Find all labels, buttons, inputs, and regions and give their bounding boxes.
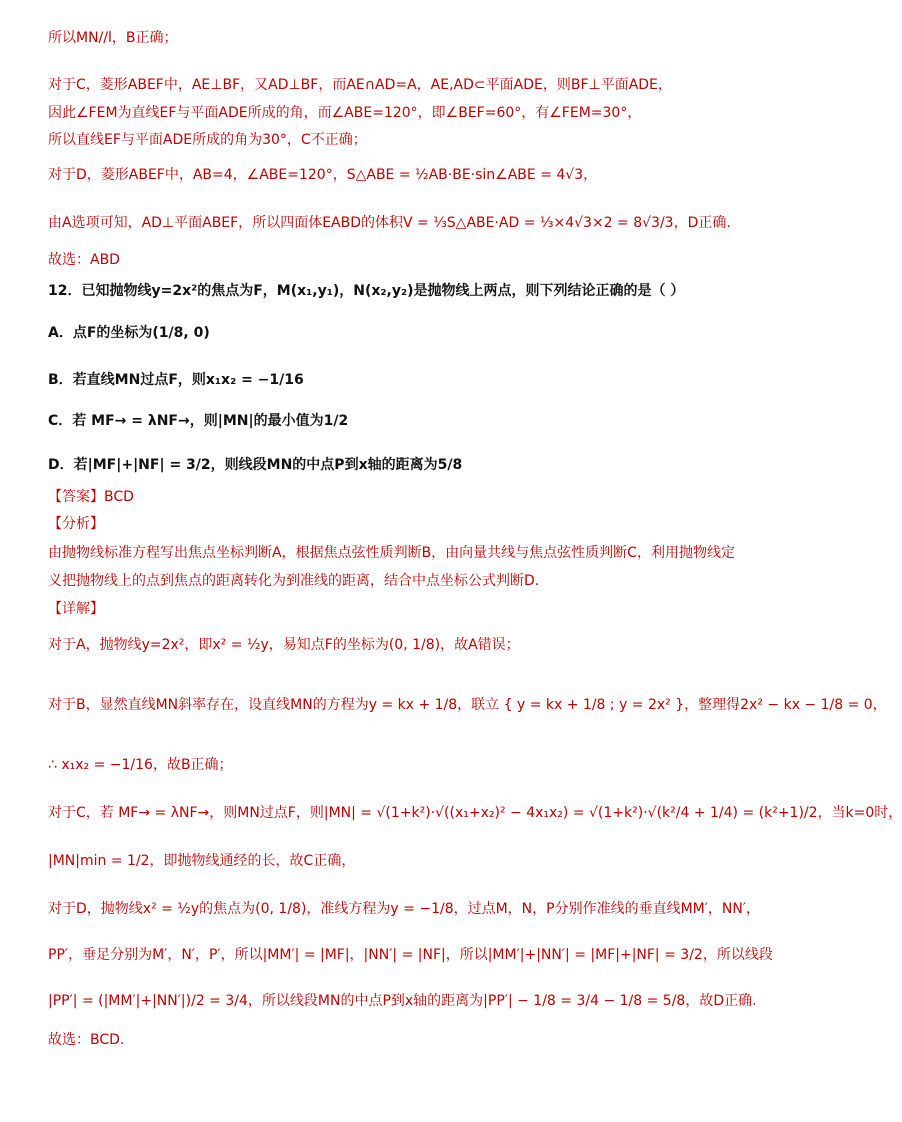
analysis-text: 由抛物线标准方程写出焦点坐标判断A，根据焦点弦性质判断B，由向量共线与焦点弦性质判断C，利用抛物线定: [48, 545, 735, 561]
detail-line: 对于A，抛物线y=2x²，即x² = ½y，易知点F的坐标为(0, 1/8)，故A错误；: [48, 637, 520, 653]
question-stem: 12．已知抛物线y=2x²的焦点为F，M(x₁,y₁)，N(x₂,y₂)是抛物线上两点，则下列结论正确的是（ ）: [48, 283, 685, 299]
solution-line: 所以直线EF与平面ADE所成的角为30°，C不正确；: [48, 132, 367, 148]
answer-line: 故选：ABD: [48, 252, 120, 268]
option-a: A．点F的坐标为(1/8, 0): [48, 325, 210, 341]
final-answer: 故选：BCD.: [48, 1032, 125, 1048]
solution-line: 因此∠FEM为直线EF与平面ADE所成的角，而∠ABE=120°，即∠BEF=60°，有∠FEM=30°，: [48, 105, 642, 121]
solution-line: 由A选项可知，AD⊥平面ABEF，所以四面体EABD的体积V = ⅓S△ABE·AD = ⅓×4√3×2 = 8√3/3，D正确.: [48, 215, 731, 231]
detail-line: |PP′| = (|MM′|+|NN′|)/2 = 3/4，所以线段MN的中点P到x轴的距离为|PP′| − 1/8 = 3/4 − 1/8 = 5/8，故D正确.: [48, 993, 757, 1009]
solution-line: 对于D，菱形ABEF中，AB=4，∠ABE=120°，S△ABE = ½AB·BE·sin∠ABE = 4√3，: [48, 167, 598, 183]
detail-line: PP′，垂足分别为M′，N′，P′，所以|MM′| = |MF|，|NN′| = |NF|，所以|MM′|+|NN′| = |MF|+|NF| = 3/2，所以线段: [48, 947, 773, 963]
detail-line: ∴ x₁x₂ = −1/16，故B正确；: [48, 757, 233, 773]
analysis-text: 义把抛物线上的点到焦点的距离转化为到准线的距离，结合中点坐标公式判断D.: [48, 573, 540, 589]
detail-label: 【详解】: [48, 601, 104, 617]
analysis-label: 【分析】: [48, 516, 104, 532]
option-b: B．若直线MN过点F，则x₁x₂ = −1/16: [48, 372, 304, 388]
solution-line: 对于C，菱形ABEF中，AE⊥BF，又AD⊥BF，而AE∩AD=A，AE,AD⊂平面ADE，则BF⊥平面ADE，: [48, 77, 672, 93]
option-d: D．若|MF|+|NF| = 3/2，则线段MN的中点P到x轴的距离为5/8: [48, 457, 463, 473]
detail-line: 对于B，显然直线MN斜率存在，设直线MN的方程为y = kx + 1/8，联立 { y = kx + 1/8 ; y = 2x² }，整理得2x² − kx − 1/8 = 0，: [48, 697, 887, 713]
detail-line: 对于C，若 MF→ = λNF→，则MN过点F，则|MN| = √(1+k²)·√((x₁+x₂)² − 4x₁x₂) = √(1+k²)·√(k²/4 + 1/4) = (k²+1)/2，当k=0时，: [48, 805, 902, 821]
option-c: C．若 MF→ = λNF→，则|MN|的最小值为1/2: [48, 413, 349, 429]
detail-line: |MN|min = 1/2，即抛物线通经的长，故C正确，: [48, 853, 356, 869]
detail-line: 对于D，抛物线x² = ½y的焦点为(0, 1/8)，准线方程为y = −1/8，过点M，N，P分别作准线的垂直线MM′，NN′，: [48, 901, 761, 917]
solution-line: 所以MN//l，B正确；: [48, 30, 178, 46]
answer-label: 【答案】BCD: [48, 489, 134, 505]
